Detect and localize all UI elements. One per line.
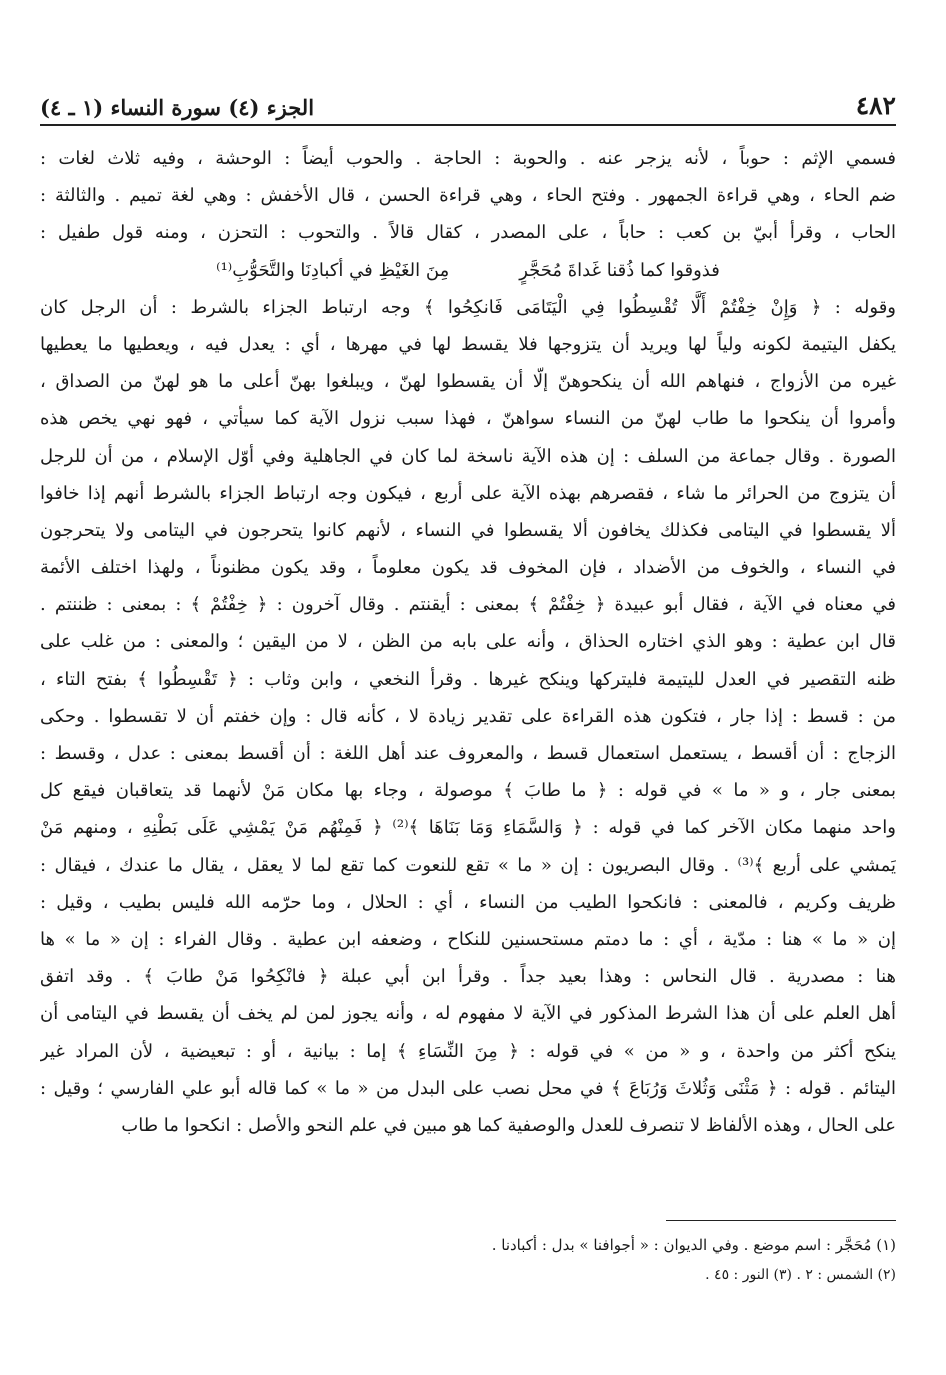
text-line: الزجاج : أن أقسط ، يستعمل استعمال قسط ، والمعروف عند أهل اللغة : أن أقسط بمعنى : عدل ، وقسط :: [40, 743, 896, 764]
text-line: في معناه في الآية ، فقال أبو عبيدة ﴿ خِفْتُمْ ﴾ بمعنى : أيقنتم . وقال آخرون : ﴿ خِفْتُمْ ﴾ : بمعنى : ظننتم .: [40, 594, 896, 616]
text-line: واحد منهما مكان الآخر كما في قوله : ﴿ وَالسَّمَاءِ وَمَا بَنَاهَا ﴾⁽²⁾ ﴿ فَمِنْهُم مَنْ يَمْشِي عَلَى بَطْنِهِ ، ومنهم مَنْ: [40, 817, 896, 839]
text-line: يَمشي على أربع ﴾⁽³⁾ . وقال البصريون : إن « ما » تقع للنعوت كما تقع لما لا يعقل ، يقال ما عندك ، فيقال :: [40, 854, 896, 876]
text-line: غيره من الأزواج ، فنهاهم الله أن ينكحوهنّ إلّا أن يقسطوا لهنّ ، ويبلغوا بهنّ أعلى ما هو لهنّ من الصداق ،: [40, 371, 896, 393]
text-line: وأمروا أن ينكحوا ما طاب لهنّ من النساء سواهنّ ، فهذا سبب نزول الآية كما سيأتي ، فهو نهي يخص هذه: [40, 408, 896, 430]
text-line: أهل العلم على أن هذا الشرط المذكور في الآية لا مفهوم له ، وأنه يجوز لمن لم يخف أن يقسط في اليتامى أن: [40, 1003, 896, 1025]
page-header: [40, 80, 896, 120]
page-number: ٤٨٢: [855, 91, 896, 120]
text-line: ضم الحاء ، وهي قراءة الجمهور . وفتح الحاء ، وهي قراءة الحسن ، قال الأخفش : وهي لغة تميم . والثالثة :: [40, 185, 896, 207]
footnote-1: (١) مُحَجَّر : اسم موضع . وفي الديوان : « أجوافنا » بدل : أكبادنا .: [491, 1236, 896, 1254]
text-line: الصورة . وقال جماعة من السلف : إن هذه الآية ناسخة لما كان في الجاهلية وفي أوّل الإسلام ، من أن للرجل: [40, 445, 896, 467]
text-line: وقوله : ﴿ وَإِنْ خِفْتُمْ أَلَّا تُقْسِطُوا فِي الْيَتَامَى فَانكِحُوا ﴾ وجه ارتباط الجزاء بالشرط : أن الرجل كان: [40, 296, 896, 318]
text-line: بمعنى جار ، و « ما » في قوله : ﴿ ما طابَ ﴾ موصولة ، وجاء بها مكان مَنْ لأنهما قد يتعاقبان فيقع كل: [40, 780, 896, 802]
text-line: فسمي الإثم : حوباً ، لأنه يزجر عنه . والحوبة : الحاجة . والحوب أيضاً : الوحشة ، وفيه ثلاث لغات :: [40, 148, 896, 169]
footnote-divider: [666, 1220, 896, 1221]
text-line: أن يتزوج من الحرائر ما شاء ، فقصرهم بهذه الآية على أربع ، فيكون وجه ارتباط الجزاء بالشرط أنهم إذا خافوا: [40, 482, 896, 504]
text-line: ألا يقسطوا في اليتامى فكذلك يخافون ألا يقسطوا في النساء ، لأنهم كانوا يتحرجون في اليتامى ولا يتحرجون: [40, 519, 896, 541]
text-line: هنا : مصدرية . قال النحاس : وهذا بعيد جداً . وقرأ ابن أبي عبلة ﴿ فانْكِحُوا مَنْ طابَ ﴾ . وقد اتفق: [40, 966, 896, 988]
text-line: على الحال ، وهذه الألفاظ لا تنصرف للعدل والوصفية كما هو مبين في علم النحو والأصل : انكحوا ما طاب: [121, 1114, 896, 1136]
text-line: ظريف وكريم ، فالمعنى : فانكحوا الطيب من النساء ، أي : الحلال ، وما حرّمه الله فليس بطيب ، وقيل :: [40, 891, 896, 913]
text-line: ينكح أكثر من واحدة ، و « من » في قوله : ﴿ مِنَ النِّسَاءِ ﴾ إما : بيانية ، أو : تبعيضية ، لأن المراد غير: [40, 1040, 896, 1062]
footnote-2-3: (٢) الشمس : ٢ . (٣) النور : ٤٥ .: [705, 1267, 896, 1283]
running-title: الجزء (٤) سورة النساء (١ ـ ٤): [40, 95, 315, 120]
poetry-verse: [40, 252, 896, 289]
text-line: في النساء ، والخوف من الأضداد ، فإن المخوف قد يكون معلوماً ، وقد يكون مظنوناً ، ولهذا اختلف الأئمة: [40, 557, 896, 579]
footnotes: [40, 1230, 896, 1290]
text-line: اليتائم . قوله : ﴿ مَثْنَى وَثُلاثَ وَرُبَاعَ ﴾ في محل نصب على البدل من « ما » كما قاله أبو علي الفارسي ؛ وقيل :: [40, 1077, 896, 1099]
text-line: قال ابن عطية : وهو الذي اختاره الحذاق ، وأنه على بابه من الظن ، لا من اليقين ؛ والمعنى : من غلب على: [40, 631, 896, 653]
verse-hemistich-right: فذوقوا كما ذُقنا غَداةَ مُحَجَّرٍ: [519, 259, 720, 281]
header-divider: [40, 124, 896, 126]
body-text: [40, 140, 896, 1144]
text-line: من : قسط : إذا جار ، فتكون هذه القراءة على تقدير زيادة لا ، كأنه قال : وإن خفتم أن لا تقسطوا . وحكى: [40, 705, 896, 727]
verse-hemistich-left: مِنَ الغَيْظِ في أكبادِنَا والتَّحَوُّبِ⁽¹⁾: [216, 259, 450, 281]
text-line: يكفل اليتيمة لكونه ولياً لها ويريد أن يتزوجها فلا يقسط لها في مهرها ، أي : يعدل فيه ، ويعطيها ما يعطيها: [40, 333, 896, 355]
text-line: إن « ما » هنا : مدّية ، أي : ما دمتم مستحسنين للنكاح ، وضعفه ابن عطية . وقال الفراء : إن « ما » ها: [40, 928, 896, 950]
text-line: الحاب ، وقرأ أبيّ بن كعب : حاباً ، على المصدر ، كقال قالاً . والتحوب : التحزن ، ومنه قول طفيل :: [40, 222, 896, 244]
text-line: ظنه التقصير في العدل لليتيمة فليتركها وينكح غيرها . وقرأ النخعي ، وابن وثاب : ﴿ تَقْسِطُوا ﴾ بفتح التاء ،: [40, 668, 896, 690]
